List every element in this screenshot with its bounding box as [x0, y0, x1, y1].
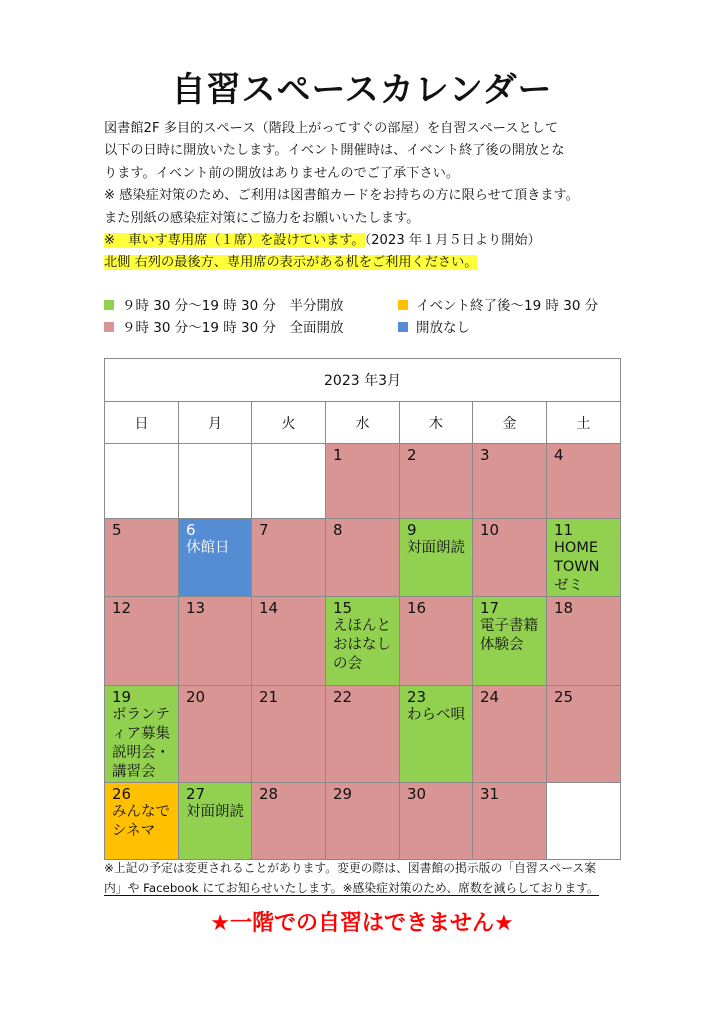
weekday-header: 火: [252, 402, 326, 444]
day-number: 30: [407, 785, 427, 803]
day-event: わらべ唄: [407, 707, 465, 723]
day-number: 28: [259, 785, 279, 803]
day-cell-9: [400, 519, 473, 597]
day-cell-3: [473, 444, 547, 519]
day-cell-8: [326, 519, 400, 597]
day-cell-11: [547, 519, 621, 597]
legend-label: 開放なし: [416, 320, 470, 336]
weekday-header: 金: [473, 402, 547, 444]
day-number: 10: [480, 521, 500, 539]
day-cell-28: [252, 783, 326, 860]
day-number: 24: [480, 688, 500, 706]
no-study-first-floor-notice: ★一階での自習はできません★: [210, 911, 514, 936]
day-event: みんなで シネマ: [112, 804, 170, 839]
intro-text: [104, 118, 644, 275]
legend-item-pink: [104, 316, 344, 340]
day-number: 11: [554, 521, 574, 539]
day-cell-18: [547, 597, 621, 686]
wheelchair-seat-highlight: ※ 車いす専用席（１席）を設けています。: [104, 233, 365, 249]
day-cell-12: [105, 597, 179, 686]
blue-square-icon: [398, 322, 408, 332]
day-number: 16: [407, 599, 427, 617]
day-cell-22: [326, 686, 400, 783]
calendar-table: [104, 358, 621, 860]
footnote: [104, 858, 624, 898]
day-number: 13: [186, 599, 206, 617]
day-cell-13: [179, 597, 252, 686]
intro-line: ※ 感染症対策のため、ご利用は図書館カードをお持ちの方に限らせて頂きます。: [104, 188, 579, 204]
day-cell-2: [400, 444, 473, 519]
day-number: 31: [480, 785, 500, 803]
week-row: [105, 597, 621, 686]
green-square-icon: [104, 300, 114, 310]
day-number: 9: [407, 521, 417, 539]
day-cell-1: [326, 444, 400, 519]
day-cell-27: [179, 783, 252, 860]
intro-line: ります。イベント前の開放はありませんのでご了承下さい。: [104, 165, 460, 181]
legend-label: ９時 30 分～19 時 30 分 全面開放: [122, 320, 344, 336]
day-cell-15: [326, 597, 400, 686]
day-number: 2: [407, 446, 417, 464]
day-cell-14: [252, 597, 326, 686]
intro-line: また別紙の感染症対策にご協力をお願いいたします。: [104, 210, 420, 226]
day-cell-26: [105, 783, 179, 860]
legend-item-blue: [398, 316, 470, 340]
empty-day-cell: [252, 444, 326, 519]
day-cell-4: [547, 444, 621, 519]
day-number: 14: [259, 599, 279, 617]
day-number: 15: [333, 599, 353, 617]
day-number: 25: [554, 688, 574, 706]
day-event: えほんと おはなし の会: [333, 618, 391, 672]
page-title: 自習スペースカレンダー: [171, 70, 553, 110]
day-number: 4: [554, 446, 564, 464]
orange-square-icon: [398, 300, 408, 310]
empty-day-cell: [547, 783, 621, 860]
day-event: 休館日: [186, 540, 230, 556]
day-cell-25: [547, 686, 621, 783]
day-cell-29: [326, 783, 400, 860]
day-number: 19: [112, 688, 132, 706]
footnote-line: ※上記の予定は変更されることがあります。変更の際は、図書館の掲示版の「自習スペース案: [104, 861, 597, 875]
day-cell-24: [473, 686, 547, 783]
day-event: 対面朗読: [186, 804, 244, 820]
week-row: [105, 519, 621, 597]
day-number: 18: [554, 599, 574, 617]
intro-line: 図書館2F 多目的スペース（階段上がってすぐの部屋）を自習スペースとして: [104, 121, 559, 136]
day-event: HOME TOWN ゼミ: [554, 540, 600, 594]
wheelchair-start-date: （2023 年１月５日より開始）: [364, 233, 541, 249]
day-number: 29: [333, 785, 353, 803]
day-number: 5: [112, 521, 122, 539]
day-event: 対面朗読: [407, 540, 465, 556]
pink-square-icon: [104, 322, 114, 332]
weekday-header: 水: [326, 402, 400, 444]
day-cell-10: [473, 519, 547, 597]
legend-item-green: [104, 294, 344, 318]
day-cell-31: [473, 783, 547, 860]
legend-label: イベント終了後～19 時 30 分: [416, 298, 599, 314]
weekday-header: 日: [105, 402, 179, 444]
day-cell-5: [105, 519, 179, 597]
day-number: 3: [480, 446, 490, 464]
day-cell-20: [179, 686, 252, 783]
intro-line: 以下の日時に開放いたします。イベント開催時は、イベント終了後の開放とな: [104, 143, 565, 159]
day-cell-19: [105, 686, 179, 783]
day-cell-6: [179, 519, 252, 597]
weekday-header: 月: [179, 402, 252, 444]
day-cell-21: [252, 686, 326, 783]
day-cell-16: [400, 597, 473, 686]
day-number: 20: [186, 688, 206, 706]
weekday-header-row: [105, 402, 621, 444]
day-number: 8: [333, 521, 343, 539]
day-number: 12: [112, 599, 132, 617]
legend-label: ９時 30 分～19 時 30 分 半分開放: [122, 298, 344, 314]
day-event: 電子書籍 体験会: [480, 618, 538, 653]
weekday-header: 土: [547, 402, 621, 444]
intro-line-seat-location: [104, 252, 644, 274]
day-number: 27: [186, 785, 206, 803]
day-cell-17: [473, 597, 547, 686]
footnote-seat-reduction: ※感染症対策のため、席数を減らしております。: [342, 881, 599, 895]
week-row: [105, 783, 621, 860]
legend-item-orange: [398, 294, 598, 318]
seat-location-highlight: 北側 右列の最後方、専用席の表示がある机をご利用ください。: [104, 255, 478, 271]
footnote-line: [104, 878, 624, 898]
intro-line-wheelchair: [104, 230, 644, 252]
day-event: ボランテ ィア募集 説明会・ 講習会: [112, 707, 170, 780]
day-number: 1: [333, 446, 343, 464]
day-cell-30: [400, 783, 473, 860]
week-row: [105, 444, 621, 519]
day-number: 26: [112, 785, 132, 803]
month-label: 2023 年3月: [105, 359, 621, 402]
day-number: 21: [259, 688, 279, 706]
week-row: [105, 686, 621, 783]
footnote-facebook: 内」や Facebook にてお知らせいたします。: [104, 881, 343, 895]
day-cell-7: [252, 519, 326, 597]
day-number: 17: [480, 599, 500, 617]
day-number: 23: [407, 688, 427, 706]
day-number: 6: [186, 521, 196, 539]
day-number: 7: [259, 521, 269, 539]
day-cell-23: [400, 686, 473, 783]
day-number: 22: [333, 688, 353, 706]
empty-day-cell: [179, 444, 252, 519]
empty-day-cell: [105, 444, 179, 519]
weekday-header: 木: [400, 402, 473, 444]
